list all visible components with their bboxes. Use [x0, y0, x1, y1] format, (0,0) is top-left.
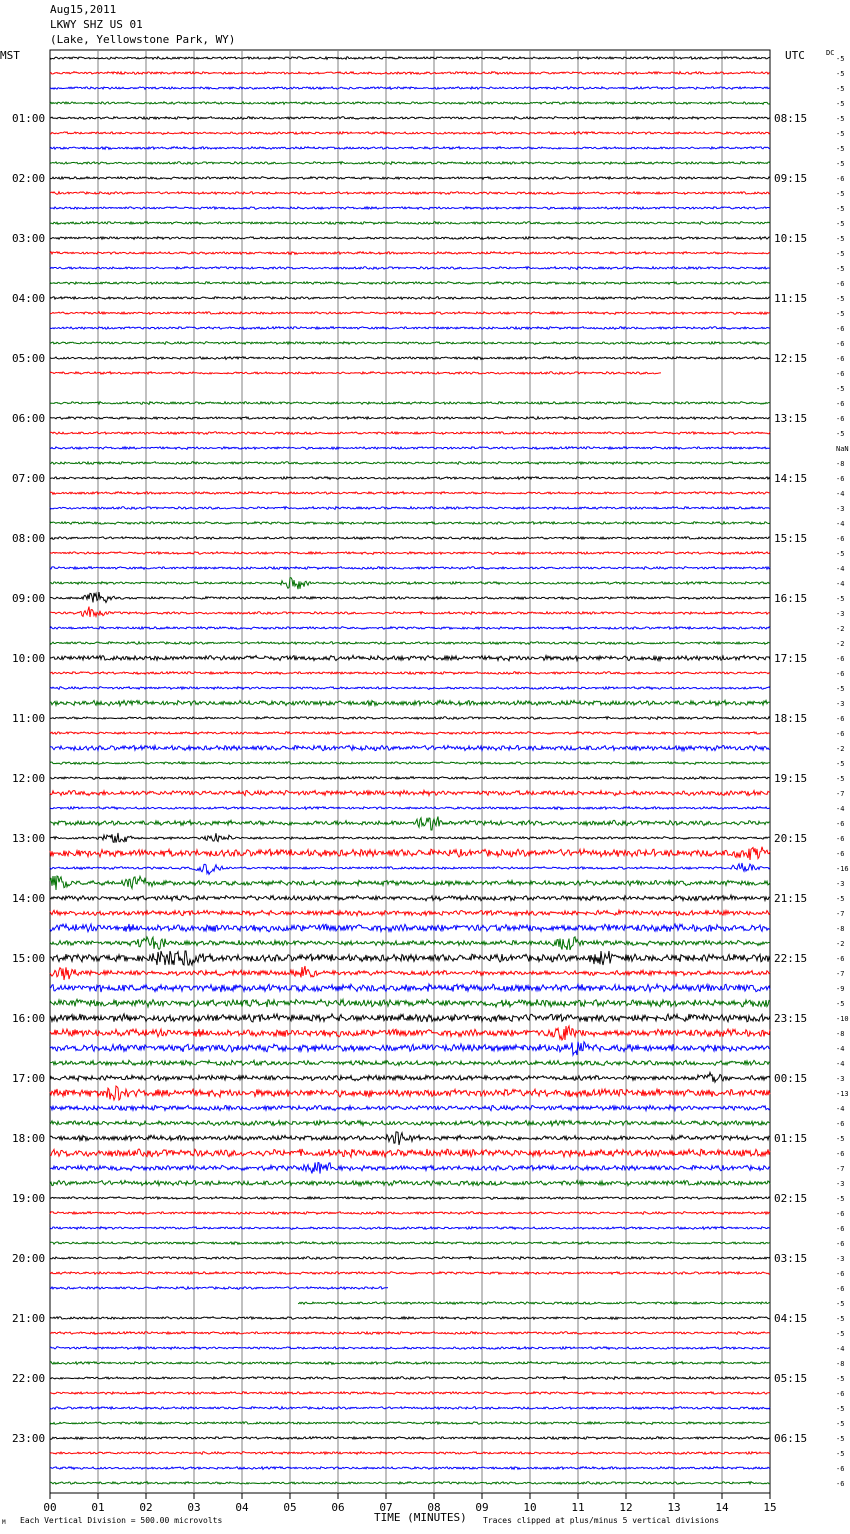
left-hour-label: 22:00	[12, 1372, 46, 1385]
x-tick-label: 00	[43, 1501, 57, 1514]
trace-line	[50, 1149, 770, 1157]
trace-line	[50, 1347, 770, 1350]
left-hour-label: 11:00	[12, 712, 46, 725]
x-axis-title: TIME (MINUTES)	[374, 1511, 467, 1524]
right-hour-label: 16:15	[774, 592, 808, 605]
dc-offset-label: -5	[836, 1000, 845, 1008]
trace-line	[50, 1407, 770, 1410]
trace-line	[50, 951, 770, 965]
dc-offset-label: -6	[836, 400, 845, 408]
right-hour-label: 10:15	[774, 232, 808, 245]
trace-line	[50, 807, 770, 810]
left-hour-label: 02:00	[12, 172, 46, 185]
x-tick-label: 03	[187, 1501, 201, 1514]
x-tick-label: 02	[139, 1501, 153, 1514]
dc-offset-label: -6	[836, 1225, 845, 1233]
trace-line	[50, 910, 770, 915]
trace-line	[50, 1392, 770, 1395]
x-tick-label: 09	[475, 1501, 489, 1514]
trace-line	[50, 1317, 770, 1320]
trace-line	[50, 447, 770, 450]
trace-line	[50, 732, 770, 735]
plot-frame	[50, 50, 770, 1493]
trace-line	[50, 252, 770, 255]
right-hour-label: 14:15	[774, 472, 808, 485]
trace-line	[50, 1272, 770, 1275]
trace-line	[50, 937, 770, 950]
trace-line	[50, 1105, 770, 1110]
dc-offset-label: -5	[836, 1435, 845, 1443]
dc-offset-label: -5	[836, 550, 845, 558]
right-hour-label: 18:15	[774, 712, 808, 725]
right-hour-label: 11:15	[774, 292, 808, 305]
trace-line	[50, 477, 770, 480]
dc-offset-label: -2	[836, 745, 845, 753]
dc-offset-label: -3	[836, 1255, 845, 1263]
dc-offset-label: -5	[836, 1300, 845, 1308]
trace-line	[50, 1452, 770, 1455]
trace-line	[50, 1437, 770, 1440]
dc-offset-label: -5	[836, 1330, 845, 1338]
trace-line	[50, 642, 770, 645]
dc-offset-label: -5	[836, 1450, 845, 1458]
trace-line	[50, 102, 770, 105]
trace-line	[50, 592, 770, 602]
trace-line	[50, 1227, 770, 1230]
dc-offset-label: -6	[836, 835, 845, 843]
trace-line	[50, 833, 770, 843]
trace-line	[50, 1086, 770, 1100]
left-hour-label: 13:00	[12, 832, 46, 845]
right-hour-label: 09:15	[774, 172, 808, 185]
dc-offset-label: NaN	[836, 445, 849, 453]
dc-label: DC	[826, 49, 835, 57]
trace-line	[50, 57, 770, 60]
trace-line	[50, 72, 770, 75]
dc-offset-label: -3	[836, 1180, 845, 1188]
dc-offset-label: -5	[836, 775, 845, 783]
dc-offset-label: -7	[836, 910, 845, 918]
trace-line	[50, 402, 770, 405]
dc-offset-label: -6	[836, 1270, 845, 1278]
x-tick-label: 12	[619, 1501, 633, 1514]
dc-offset-label: -5	[836, 265, 845, 273]
trace-line	[50, 1467, 770, 1470]
trace-line	[50, 162, 770, 165]
dc-offset-label: -5	[836, 70, 845, 78]
right-hour-label: 01:15	[774, 1132, 808, 1145]
dc-offset-label: -5	[836, 100, 845, 108]
dc-offset-label: -6	[836, 325, 845, 333]
left-hour-label: 15:00	[12, 952, 46, 965]
left-hour-label: 23:00	[12, 1432, 46, 1445]
dc-offset-label: -3	[836, 700, 845, 708]
left-hour-label: 19:00	[12, 1192, 46, 1205]
trace-line	[50, 132, 770, 135]
clipping-note: Traces clipped at plus/minus 5 vertical divisions	[483, 1516, 720, 1525]
dc-offset-label: -5	[836, 250, 845, 258]
dc-offset-label: -6	[836, 1150, 845, 1158]
trace-line	[50, 147, 770, 150]
dc-offset-label: -5	[836, 115, 845, 123]
dc-offset-label: -5	[836, 55, 845, 63]
dc-offset-label: -5	[836, 385, 845, 393]
trace-line	[50, 700, 770, 706]
trace-line	[50, 1121, 770, 1126]
right-hour-label: 21:15	[774, 892, 808, 905]
dc-offset-label: -3	[836, 505, 845, 513]
dc-offset-label: -6	[836, 1390, 845, 1398]
dc-offset-label: -5	[836, 145, 845, 153]
trace-line	[50, 984, 770, 992]
dc-offset-label: -10	[836, 1015, 849, 1023]
trace-line	[50, 924, 770, 932]
trace-line	[50, 655, 770, 660]
dc-offset-label: -6	[836, 415, 845, 423]
trace-line	[50, 222, 770, 225]
right-hour-label: 06:15	[774, 1432, 808, 1445]
dc-offset-label: -6	[836, 1480, 845, 1488]
trace-line	[50, 1242, 770, 1245]
dc-offset-label: -4	[836, 580, 845, 588]
dc-offset-label: -4	[836, 490, 845, 498]
trace-line	[50, 1163, 770, 1174]
x-tick-label: 05	[283, 1501, 297, 1514]
dc-offset-label: -4	[836, 805, 845, 813]
dc-offset-label: -5	[836, 205, 845, 213]
dc-offset-label: -5	[836, 1135, 845, 1143]
dc-offset-label: -6	[836, 715, 845, 723]
left-hour-label: 07:00	[12, 472, 46, 485]
dc-offset-label: -6	[836, 175, 845, 183]
dc-offset-label: -5	[836, 160, 845, 168]
trace-line	[50, 1197, 770, 1200]
trace-line	[50, 1422, 770, 1425]
dc-offset-label: -5	[836, 310, 845, 318]
trace-line	[50, 790, 770, 795]
trace-line	[50, 817, 770, 831]
trace-line	[50, 876, 770, 890]
trace-line	[50, 342, 770, 345]
right-hour-label: 17:15	[774, 652, 808, 665]
dc-offset-label: -7	[836, 970, 845, 978]
dc-offset-label: -5	[836, 130, 845, 138]
right-hour-label: 22:15	[774, 952, 808, 965]
dc-offset-label: -5	[836, 1195, 845, 1203]
trace-line	[50, 1072, 770, 1082]
logo-mark: M	[2, 1519, 6, 1526]
dc-offset-label: -7	[836, 790, 845, 798]
trace-line	[50, 552, 770, 555]
trace-line	[50, 192, 770, 195]
dc-offset-label: -3	[836, 1075, 845, 1083]
vertical-scale-note: Each Vertical Division = 500.00 microvolts	[20, 1516, 223, 1525]
record-date: Aug15,2011	[50, 3, 117, 16]
dc-offset-label: -5	[836, 595, 845, 603]
dc-offset-label: -2	[836, 940, 845, 948]
left-hour-label: 18:00	[12, 1132, 46, 1145]
dc-offset-label: -5	[836, 1405, 845, 1413]
dc-offset-label: -6	[836, 730, 845, 738]
left-hour-label: 08:00	[12, 532, 46, 545]
left-hour-label: 17:00	[12, 1072, 46, 1085]
dc-offset-label: -6	[836, 370, 845, 378]
trace-line	[50, 966, 770, 980]
trace-line	[50, 282, 770, 285]
trace-line	[50, 1257, 770, 1260]
right-hour-label: 00:15	[774, 1072, 808, 1085]
right-hour-label: 15:15	[774, 532, 808, 545]
left-hour-label: 03:00	[12, 232, 46, 245]
x-tick-label: 06	[331, 1501, 345, 1514]
left-hour-label: 10:00	[12, 652, 46, 665]
trace-line	[50, 1181, 770, 1186]
left-hour-label: 09:00	[12, 592, 46, 605]
trace-line	[50, 627, 770, 630]
dc-offset-label: -4	[836, 1345, 845, 1353]
dc-offset-label: -4	[836, 1060, 845, 1068]
trace-line	[50, 847, 770, 860]
left-hour-label: 06:00	[12, 412, 46, 425]
trace-line	[50, 1014, 770, 1022]
dc-offset-label: -8	[836, 1030, 845, 1038]
right-hour-label: 12:15	[774, 352, 808, 365]
trace-line	[50, 762, 770, 765]
trace-line	[50, 1362, 770, 1365]
x-tick-label: 13	[667, 1501, 681, 1514]
trace-line	[50, 777, 770, 780]
trace-line	[50, 567, 770, 570]
x-tick-label: 01	[91, 1501, 105, 1514]
trace-line	[50, 895, 770, 901]
station-location: (Lake, Yellowstone Park, WY)	[50, 33, 236, 46]
trace-line	[50, 1287, 770, 1290]
left-hour-label: 01:00	[12, 112, 46, 125]
right-hour-label: 13:15	[774, 412, 808, 425]
trace-line	[50, 863, 770, 874]
trace-line	[50, 745, 770, 750]
trace-line	[50, 267, 770, 270]
dc-offset-label: -6	[836, 850, 845, 858]
x-tick-label: 04	[235, 1501, 249, 1514]
dc-offset-label: -6	[836, 655, 845, 663]
right-hour-label: 05:15	[774, 1372, 808, 1385]
x-tick-label: 10	[523, 1501, 537, 1514]
dc-offset-label: -2	[836, 625, 845, 633]
dc-offset-label: -5	[836, 760, 845, 768]
dc-offset-label: -6	[836, 1465, 845, 1473]
dc-offset-label: -3	[836, 880, 845, 888]
left-hour-label: 16:00	[12, 1012, 46, 1025]
station-code: LKWY SHZ US 01	[50, 18, 143, 31]
left-hour-label: 20:00	[12, 1252, 46, 1265]
dc-offset-label: -5	[836, 220, 845, 228]
x-tick-label: 15	[763, 1501, 777, 1514]
dc-offset-label: -5	[836, 190, 845, 198]
trace-line	[50, 1042, 770, 1055]
right-hour-label: 03:15	[774, 1252, 808, 1265]
dc-offset-label: -9	[836, 985, 845, 993]
x-tick-label: 08	[427, 1501, 441, 1514]
trace-line	[50, 297, 770, 300]
trace-line	[50, 357, 770, 360]
dc-offset-label: -5	[836, 235, 845, 243]
trace-line	[50, 492, 770, 495]
trace-line	[50, 507, 770, 510]
trace-line	[50, 687, 770, 690]
left-hour-label: 14:00	[12, 892, 46, 905]
dc-offset-label: -6	[836, 280, 845, 288]
dc-offset-label: -4	[836, 520, 845, 528]
dc-offset-label: -6	[836, 670, 845, 678]
trace-line	[50, 1212, 770, 1215]
dc-offset-label: -8	[836, 925, 845, 933]
trace-line	[50, 537, 770, 540]
trace-line	[50, 672, 770, 675]
dc-offset-label: -7	[836, 1165, 845, 1173]
trace-line	[50, 207, 770, 210]
right-hour-label: 08:15	[774, 112, 808, 125]
left-hour-label: 04:00	[12, 292, 46, 305]
dc-offset-label: -5	[836, 295, 845, 303]
dc-offset-label: -5	[836, 430, 845, 438]
x-tick-label: 11	[571, 1501, 585, 1514]
dc-offset-label: -3	[836, 610, 845, 618]
x-tick-label: 07	[379, 1501, 393, 1514]
trace-line	[50, 999, 770, 1007]
dc-offset-label: -4	[836, 565, 845, 573]
dc-offset-label: -5	[836, 85, 845, 93]
trace-line	[50, 327, 770, 330]
trace-line	[50, 1060, 770, 1065]
trace-line	[50, 312, 770, 315]
trace-line	[50, 462, 770, 465]
trace-line	[50, 1132, 770, 1145]
dc-offset-label: -5	[836, 895, 845, 903]
dc-offset-label: -4	[836, 1105, 845, 1113]
dc-offset-label: -4	[836, 1045, 845, 1053]
right-hour-label: 19:15	[774, 772, 808, 785]
left-hour-label: 21:00	[12, 1312, 46, 1325]
dc-offset-label: -6	[836, 1240, 845, 1248]
trace-line	[50, 1482, 770, 1485]
dc-offset-label: -6	[836, 1120, 845, 1128]
dc-offset-label: -6	[836, 355, 845, 363]
dc-offset-label: -8	[836, 1360, 845, 1368]
right-hour-label: 04:15	[774, 1312, 808, 1325]
trace-line	[50, 177, 770, 180]
dc-offset-label: -5	[836, 1315, 845, 1323]
right-timezone: UTC	[785, 49, 805, 62]
trace-line	[50, 607, 770, 617]
dc-offset-label: -5	[836, 685, 845, 693]
dc-offset-label: -6	[836, 820, 845, 828]
dc-offset-label: -8	[836, 460, 845, 468]
trace-line	[50, 522, 770, 525]
dc-offset-label: -16	[836, 865, 849, 873]
trace-line	[50, 372, 770, 375]
dc-offset-label: -6	[836, 535, 845, 543]
left-timezone: MST	[0, 49, 20, 62]
trace-line	[298, 1302, 770, 1305]
dc-offset-label: -6	[836, 1210, 845, 1218]
dc-offset-label: -2	[836, 640, 845, 648]
dc-offset-label: -5	[836, 1375, 845, 1383]
right-hour-label: 02:15	[774, 1192, 808, 1205]
trace-line	[50, 1332, 770, 1335]
trace-line	[50, 117, 770, 120]
left-hour-label: 05:00	[12, 352, 46, 365]
dc-offset-label: -6	[836, 955, 845, 963]
trace-line	[50, 432, 770, 435]
right-hour-label: 23:15	[774, 1012, 808, 1025]
trace-line	[50, 1026, 770, 1040]
dc-offset-label: -6	[836, 340, 845, 348]
dc-offset-label: -6	[836, 1285, 845, 1293]
trace-line	[50, 417, 770, 420]
right-hour-label: 20:15	[774, 832, 808, 845]
x-tick-label: 14	[715, 1501, 729, 1514]
trace-line	[50, 87, 770, 90]
dc-offset-label: -13	[836, 1090, 849, 1098]
trace-line	[50, 237, 770, 240]
trace-line	[50, 1377, 770, 1380]
left-hour-label: 12:00	[12, 772, 46, 785]
dc-offset-label: -6	[836, 475, 845, 483]
trace-line	[50, 717, 770, 720]
trace-line	[50, 578, 770, 590]
dc-offset-label: -5	[836, 1420, 845, 1428]
